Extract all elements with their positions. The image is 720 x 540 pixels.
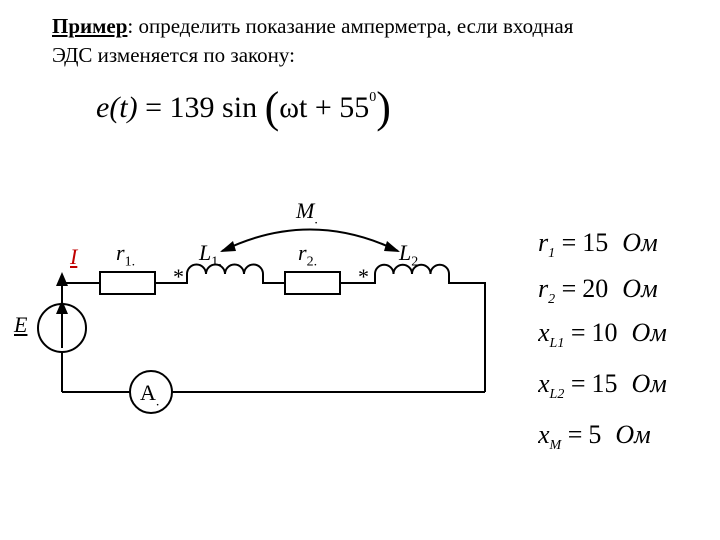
- m-label: $M_.$: [296, 198, 318, 228]
- l1-label: $L_{1.}$: [199, 240, 222, 270]
- param-row: $r_2 = 20$ Ом: [538, 274, 658, 308]
- wire-top-5: [449, 274, 485, 392]
- ammeter-label: $A_.$: [140, 380, 160, 410]
- resistor-r2: [285, 272, 340, 294]
- formula-eq: = 139 sin: [145, 91, 258, 124]
- task-text: : определить показание амперметра, если входная ЭДС изменяется по закону:: [52, 14, 574, 67]
- wire-top-3: [263, 274, 285, 283]
- formula-open-paren: (: [264, 83, 280, 132]
- l2-label: $L_{2.}$: [399, 240, 422, 270]
- parameters-list: [538, 226, 688, 456]
- emf-label: E: [14, 312, 28, 337]
- r1-label: $r_{1.}$: [116, 240, 136, 270]
- current-label: I: [70, 244, 78, 269]
- param-row: $x_M = 5$ Ом: [538, 420, 651, 454]
- formula-close-paren: ): [376, 83, 391, 132]
- polarity-mark-l1: *: [173, 264, 184, 289]
- formula-degree: 0: [369, 90, 377, 105]
- task-heading: Пример: [52, 14, 128, 38]
- param-row: $x_{L2} = 15$ Ом: [538, 369, 667, 403]
- param-row: $r_1 = 15$ Ом: [538, 228, 658, 262]
- param-row: $x_{L1} = 10$ Ом: [538, 318, 667, 352]
- mutual-arrow-right: [384, 241, 400, 252]
- resistor-r1: [100, 272, 155, 294]
- emf-arrow-head: [56, 300, 68, 314]
- current-arrow-head: [56, 272, 68, 286]
- mutual-arrow-left: [220, 241, 236, 252]
- r2-label: $r_{2.}$: [298, 240, 318, 270]
- polarity-mark-l2: *: [358, 264, 369, 289]
- formula-arg: ωt + 55: [279, 91, 370, 124]
- formula-lhs: e(t): [96, 91, 138, 124]
